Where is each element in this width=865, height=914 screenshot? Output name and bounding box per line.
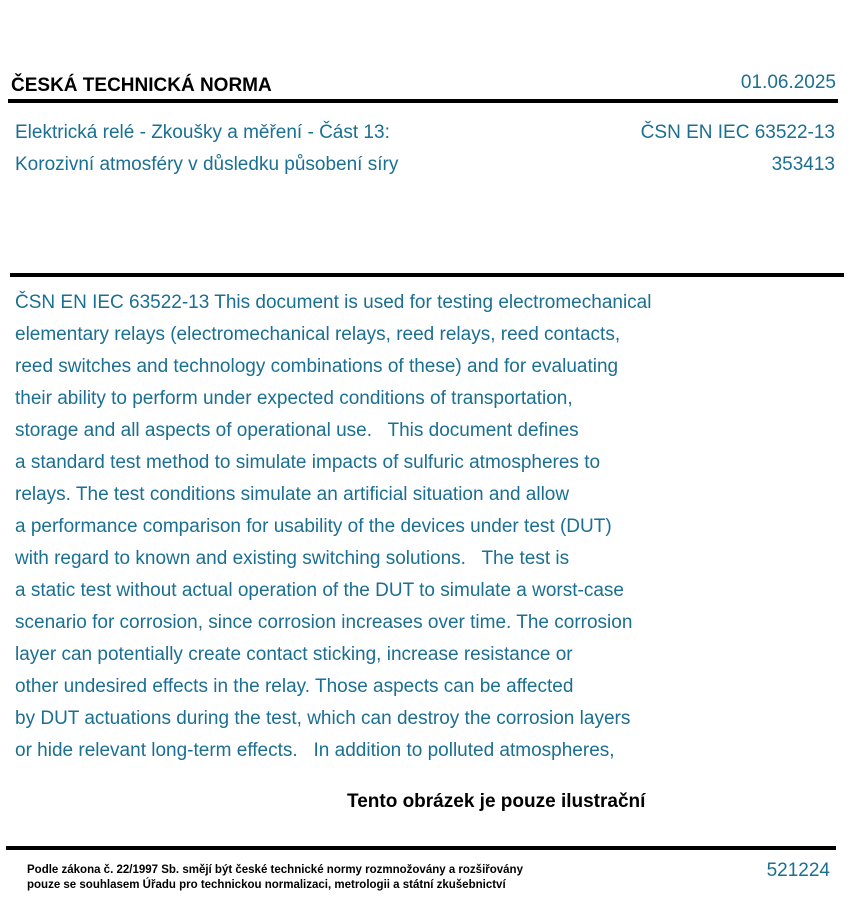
subject-line-1: Elektrická relé - Zkoušky a měření - Část 13: [15,122,390,143]
abstract-line: storage and all aspects of operational use. This document defines [15,420,579,441]
illustration-caption: Tento obrázek je pouze ilustrační [347,791,646,812]
header-divider [8,99,838,103]
legal-notice [27,863,523,893]
catalog-number: 521224 [766,860,830,881]
abstract-line: reed switches and technology combinations of these) and for evaluating [15,356,619,377]
publication-date: 01.06.2025 [740,72,836,93]
document-title: ČESKÁ TECHNICKÁ NORMA [11,75,272,96]
abstract-line: elementary relays (electromechanical relays, reed relays, reed contacts, [15,324,621,345]
abstract-line: or hide relevant long-term effects. In addition to polluted atmospheres, [15,740,615,761]
section-divider [10,273,844,277]
abstract-line: other undesired effects in the relay. Those aspects can be affected [15,676,574,697]
abstract-line: scenario for corrosion, since corrosion increases over time. The corrosion [15,612,633,633]
standard-subject [15,117,398,181]
abstract-line: layer can potentially create contact sticking, increase resistance or [15,644,573,665]
abstract-text [15,287,775,767]
abstract-line: a standard test method to simulate impacts of sulfuric atmospheres to [15,452,601,473]
abstract-line: their ability to perform under expected conditions of transportation, [15,388,573,409]
legal-line-1: Podle zákona č. 22/1997 Sb. smějí být české technické normy rozmnožovány a rozšiřovány [27,864,523,876]
class-number: 353413 [771,154,835,175]
footer-divider [6,846,836,850]
abstract-line: by DUT actuations during the test, which can destroy the corrosion layers [15,708,631,729]
subject-line-2: Korozivní atmosféry v důsledku působení síry [15,154,399,175]
standard-identifiers [641,117,835,181]
abstract-line: ČSN EN IEC 63522-13 This document is used for testing electromechanical [15,292,652,313]
abstract-line: a performance comparison for usability of the devices under test (DUT) [15,516,612,537]
abstract-line: relays. The test conditions simulate an artificial situation and allow [15,484,570,505]
abstract-line: with regard to known and existing switching solutions. The test is [15,548,570,569]
legal-line-2: pouze se souhlasem Úřadu pro technickou normalizaci, metrologii a státní zkušebnictví [27,879,506,891]
norm-designation: ČSN EN IEC 63522-13 [640,122,835,143]
abstract-line: a static test without actual operation of the DUT to simulate a worst-case [15,580,624,601]
